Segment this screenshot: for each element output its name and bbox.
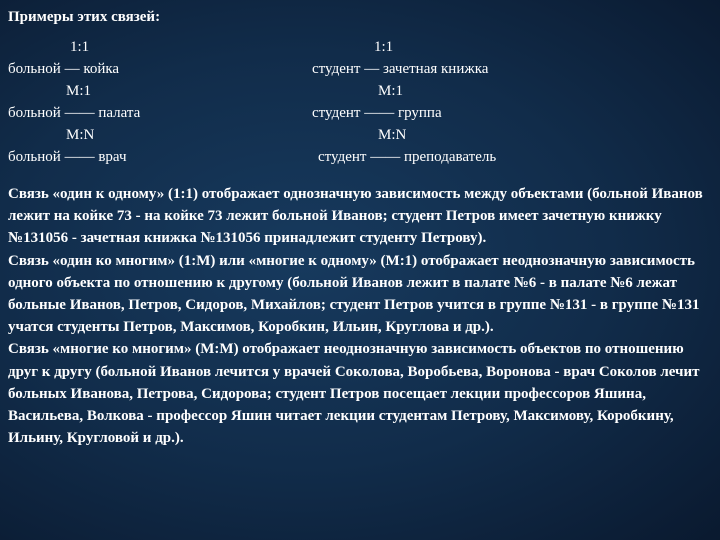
example-pair: студент —— группа <box>312 105 442 121</box>
example-pair: больной —— палата <box>8 105 141 121</box>
paragraph-many-to-many: Связь «многие ко многим» (М:М) отображает неоднозначную зависимость объектов по отношению друг к другу (больной Иванов лечится у врачей Соколова, Воробьева, Воронова - врач Соколов лечит больных Иванова, Петрова, Сидорова; студент Петров посещает лекции профессоров Яшина, Васильева, Волкова - профессор Яшин читает лекции студентам Петрову, Максимову, Коробкину, Ильину, Кругловой и др.). <box>8 341 700 447</box>
ratio-label: 1:1 <box>374 39 394 55</box>
example-pair: больной —— врач <box>8 149 127 165</box>
ratio-label: M:1 <box>66 83 92 99</box>
example-pair: студент —— преподаватель <box>318 149 497 165</box>
ratio-label: M:1 <box>378 83 404 99</box>
example-pair: студент — зачетная книжка <box>312 61 489 77</box>
ratio-label: M:N <box>378 127 407 143</box>
paragraph-one-to-many: Связь «один ко многим» (1:М) или «многие к одному» (М:1) отображает неоднозначную зависимость одного объекта по отношению к другому (больной Иванов лежит в палате №6 - в палате №6 лежат больные Иванов, Петров, Сидоров, Михайлов; студент Петров учится в группе №131 - в группе №131 учатся студенты Петров, Максимов, Коробкин, Ильин, Круглова и др.). <box>8 252 700 336</box>
paragraph-one-to-one: Связь «один к одному» (1:1) отображает однозначную зависимость между объектами (больной Иванов лежит на койке 73 - на койке 73 лежит больной Иванов; студент Петров имеет зачетную книжку №131056 - зачетная книжка №131056 принадлежит студенту Петрову). <box>8 186 703 247</box>
ratio-label: 1:1 <box>70 39 90 55</box>
ratio-label: M:N <box>66 127 95 143</box>
examples-left-column <box>8 36 140 168</box>
slide-heading: Примеры этих связей: <box>8 9 161 25</box>
example-pair: больной — койка <box>8 61 120 77</box>
explanation-text <box>8 183 716 449</box>
examples-right-column <box>312 36 496 168</box>
